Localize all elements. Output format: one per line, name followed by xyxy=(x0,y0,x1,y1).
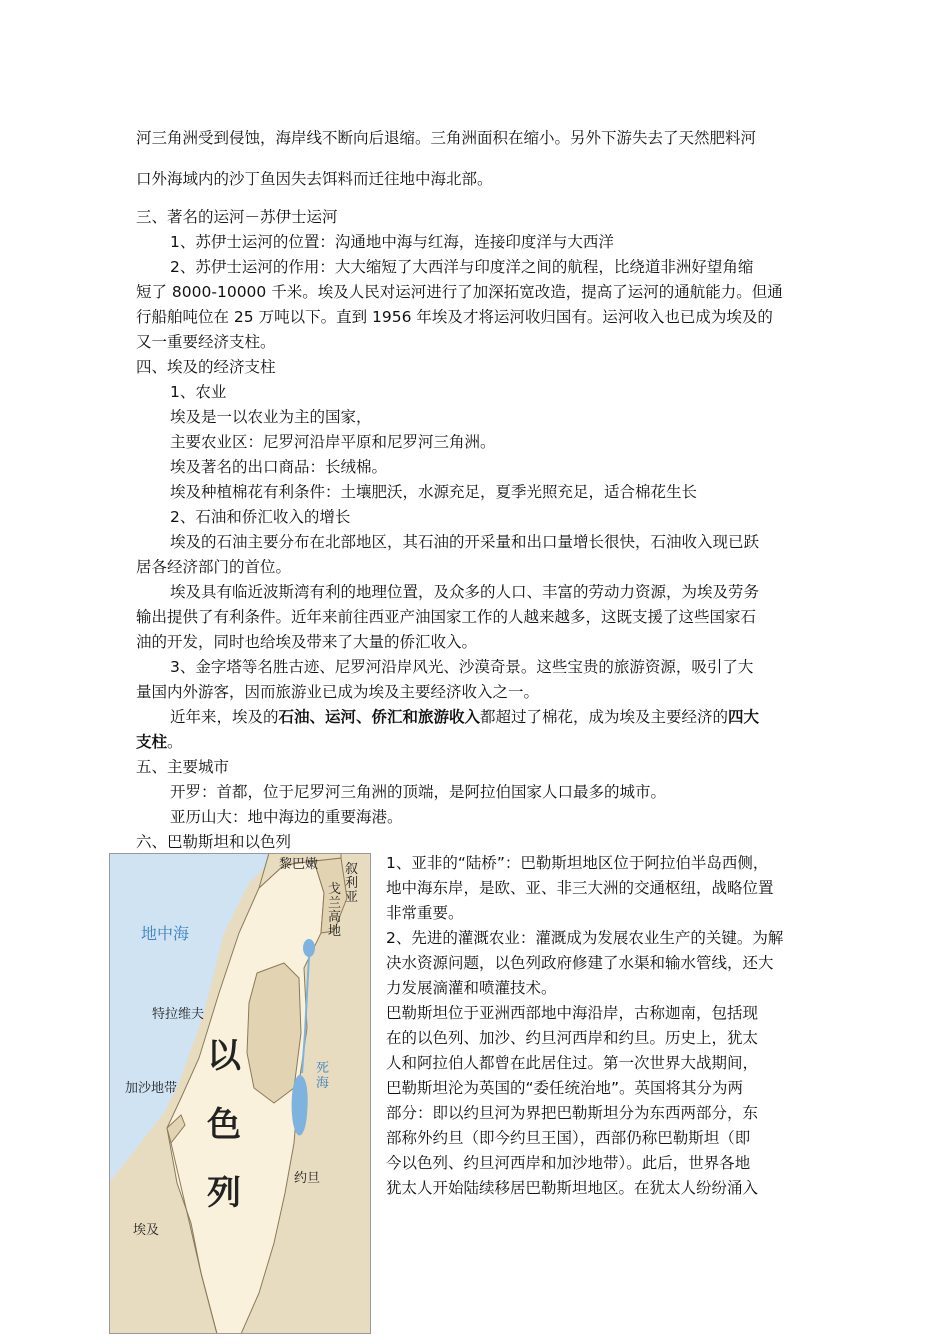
tourism-line-1: 3、金字塔等名胜古迹、尼罗河沿岸风光、沙漠奇景。这些宝贵的旅游资源，吸引了大 xyxy=(170,658,754,676)
city-alexandria: 亚历山大：地中海边的重要海港。 xyxy=(170,808,403,826)
palestine-line-10: 巴勒斯坦沦为英国的“委任统治地”。英国将其分为两 xyxy=(386,1079,744,1097)
palestine-line-14: 犹太人开始陆续移居巴勒斯坦地区。在犹太人纷纷涌入 xyxy=(386,1179,759,1197)
summary-line-1 xyxy=(170,707,759,727)
palestine-line-11: 部分：即以约旦河为界把巴勒斯坦分为东西两部分，东 xyxy=(386,1104,759,1122)
section-3-item-1: 1、苏伊士运河的位置：沟通地中海与红海，连接印度洋与大西洋 xyxy=(170,233,614,251)
map-label-israel-2: 色 xyxy=(207,1105,241,1145)
city-cairo: 开罗：首都，位于尼罗河三角洲的顶端，是阿拉伯国家人口最多的城市。 xyxy=(170,783,667,801)
agriculture-line-3: 埃及著名的出口商品：长绒棉。 xyxy=(170,458,388,476)
agriculture-line-1: 埃及是一以农业为主的国家， xyxy=(170,408,372,426)
summary-bold-pillar: 支柱 xyxy=(136,733,168,751)
summary-line-2 xyxy=(136,732,183,752)
oil-paragraph-2-line-2: 输出提供了有利条件。近年来前往西亚产油国家工作的人越来越多，这既支援了这些国家石 xyxy=(136,608,757,626)
palestine-line-9: 人和阿拉伯人都曾在此居住过。第一次世界大战期间， xyxy=(386,1054,759,1072)
map-label-israel-1: 以 xyxy=(207,1036,241,1076)
map-label-mediterranean: 地中海 xyxy=(141,924,190,943)
map-label-jordan: 约旦 xyxy=(294,1171,321,1186)
palestine-line-5: 决水资源问题，以色列政府修建了水渠和输水管线，还大 xyxy=(386,954,774,972)
summary-period: 。 xyxy=(167,733,183,751)
map-label-golan: 戈兰高地 xyxy=(328,882,342,939)
section-5-heading: 五、主要城市 xyxy=(136,758,230,776)
map-label-tel-aviv: 特拉维夫 xyxy=(152,1007,205,1022)
map-sea-of-galilee xyxy=(303,939,315,957)
oil-paragraph-1-line-2: 居各经济部门的首位。 xyxy=(136,558,292,576)
palestine-line-4: 2、先进的灌溉农业：灌溉成为发展农业生产的关键。为解 xyxy=(386,929,784,947)
map-label-dead-sea: 死海 xyxy=(316,1061,330,1091)
section-3-heading: 三、著名的运河－苏伊士运河 xyxy=(136,208,338,226)
map-label-egypt: 埃及 xyxy=(133,1223,160,1238)
palestine-line-6: 力发展滴灌和喷灌技术。 xyxy=(386,979,557,997)
map-label-israel-3: 列 xyxy=(207,1173,241,1213)
section-3-item-2-line-3: 行船舶吨位在 25 万吨以下。直到 1956 年埃及才将运河收归国有。运河收入也已成为埃及的 xyxy=(136,308,773,326)
section-3-item-2-line-1: 2、苏伊士运河的作用：大大缩短了大西洋与印度洋之间的航程，比绕道非洲好望角缩 xyxy=(170,258,754,276)
summary-text-a: 近年来，埃及的 xyxy=(170,708,279,726)
intro-line-1: 河三角洲受到侵蚀，海岸线不断向后退缩。三角洲面积在缩小。另外下游失去了天然肥料河 xyxy=(136,129,757,147)
palestine-line-13: 今以色列、约旦河西岸和加沙地带）。此后，世界各地 xyxy=(386,1154,751,1172)
section-3-item-2-line-4: 又一重要经济支柱。 xyxy=(136,333,276,351)
tourism-line-2: 量国内外游客，因而旅游业已成为埃及主要经济收入之一。 xyxy=(136,683,540,701)
section-4-heading: 四、埃及的经济支柱 xyxy=(136,358,276,376)
summary-text-c: 都超过了棉花，成为埃及主要经济的 xyxy=(480,708,729,726)
oil-title: 2、石油和侨汇收入的增长 xyxy=(170,508,351,526)
agriculture-line-2: 主要农业区：尼罗河沿岸平原和尼罗河三角洲。 xyxy=(170,433,496,451)
oil-paragraph-2-line-3: 油的开发，同时也给埃及带来了大量的侨汇收入。 xyxy=(136,633,478,651)
section-6-heading: 六、巴勒斯坦和以色列 xyxy=(136,833,292,851)
israel-map xyxy=(109,853,371,1334)
map-label-lebanon: 黎巴嫩 xyxy=(279,857,319,872)
palestine-line-7: 巴勒斯坦位于亚洲西部地中海沿岸，古称迦南，包括现 xyxy=(386,1004,759,1022)
map-west-bank xyxy=(247,963,301,1103)
palestine-line-3: 非常重要。 xyxy=(386,904,464,922)
oil-paragraph-1-line-1: 埃及的石油主要分布在北部地区，其石油的开采量和出口量增长很快，石油收入现已跃 xyxy=(170,533,760,551)
map-label-gaza: 加沙地带 xyxy=(125,1081,178,1096)
map-label-syria: 叙利亚 xyxy=(345,862,359,905)
palestine-line-2: 地中海东岸，是欧、亚、非三大洲的交通枢纽，战略位置 xyxy=(386,879,774,897)
agriculture-line-4: 埃及种植棉花有利条件：土壤肥沃，水源充足，夏季光照充足，适合棉花生长 xyxy=(170,483,698,501)
section-3-item-2-line-2: 短了 8000-10000 千米。埃及人民对运河进行了加深拓宽改造，提高了运河的通航能力。但通 xyxy=(136,283,783,301)
palestine-line-1: 1、亚非的“陆桥”：巴勒斯坦地区位于阿拉伯半岛西侧， xyxy=(386,854,769,872)
palestine-line-12: 部称外约旦（即今约旦王国），西部仍称巴勒斯坦（即 xyxy=(386,1129,751,1147)
summary-bold-pillars: 石油、运河、侨汇和旅游收入 xyxy=(278,708,481,726)
intro-line-2: 口外海域内的沙丁鱼因失去饵料而迁往地中海北部。 xyxy=(136,170,493,188)
agriculture-title: 1、农业 xyxy=(170,383,227,401)
palestine-line-8: 在的以色列、加沙、约旦河西岸和约旦。历史上，犹太 xyxy=(386,1029,759,1047)
oil-paragraph-2-line-1: 埃及具有临近波斯湾有利的地理位置，及众多的人口、丰富的劳动力资源，为埃及劳务 xyxy=(170,583,760,601)
summary-bold-four: 四大 xyxy=(728,708,760,726)
